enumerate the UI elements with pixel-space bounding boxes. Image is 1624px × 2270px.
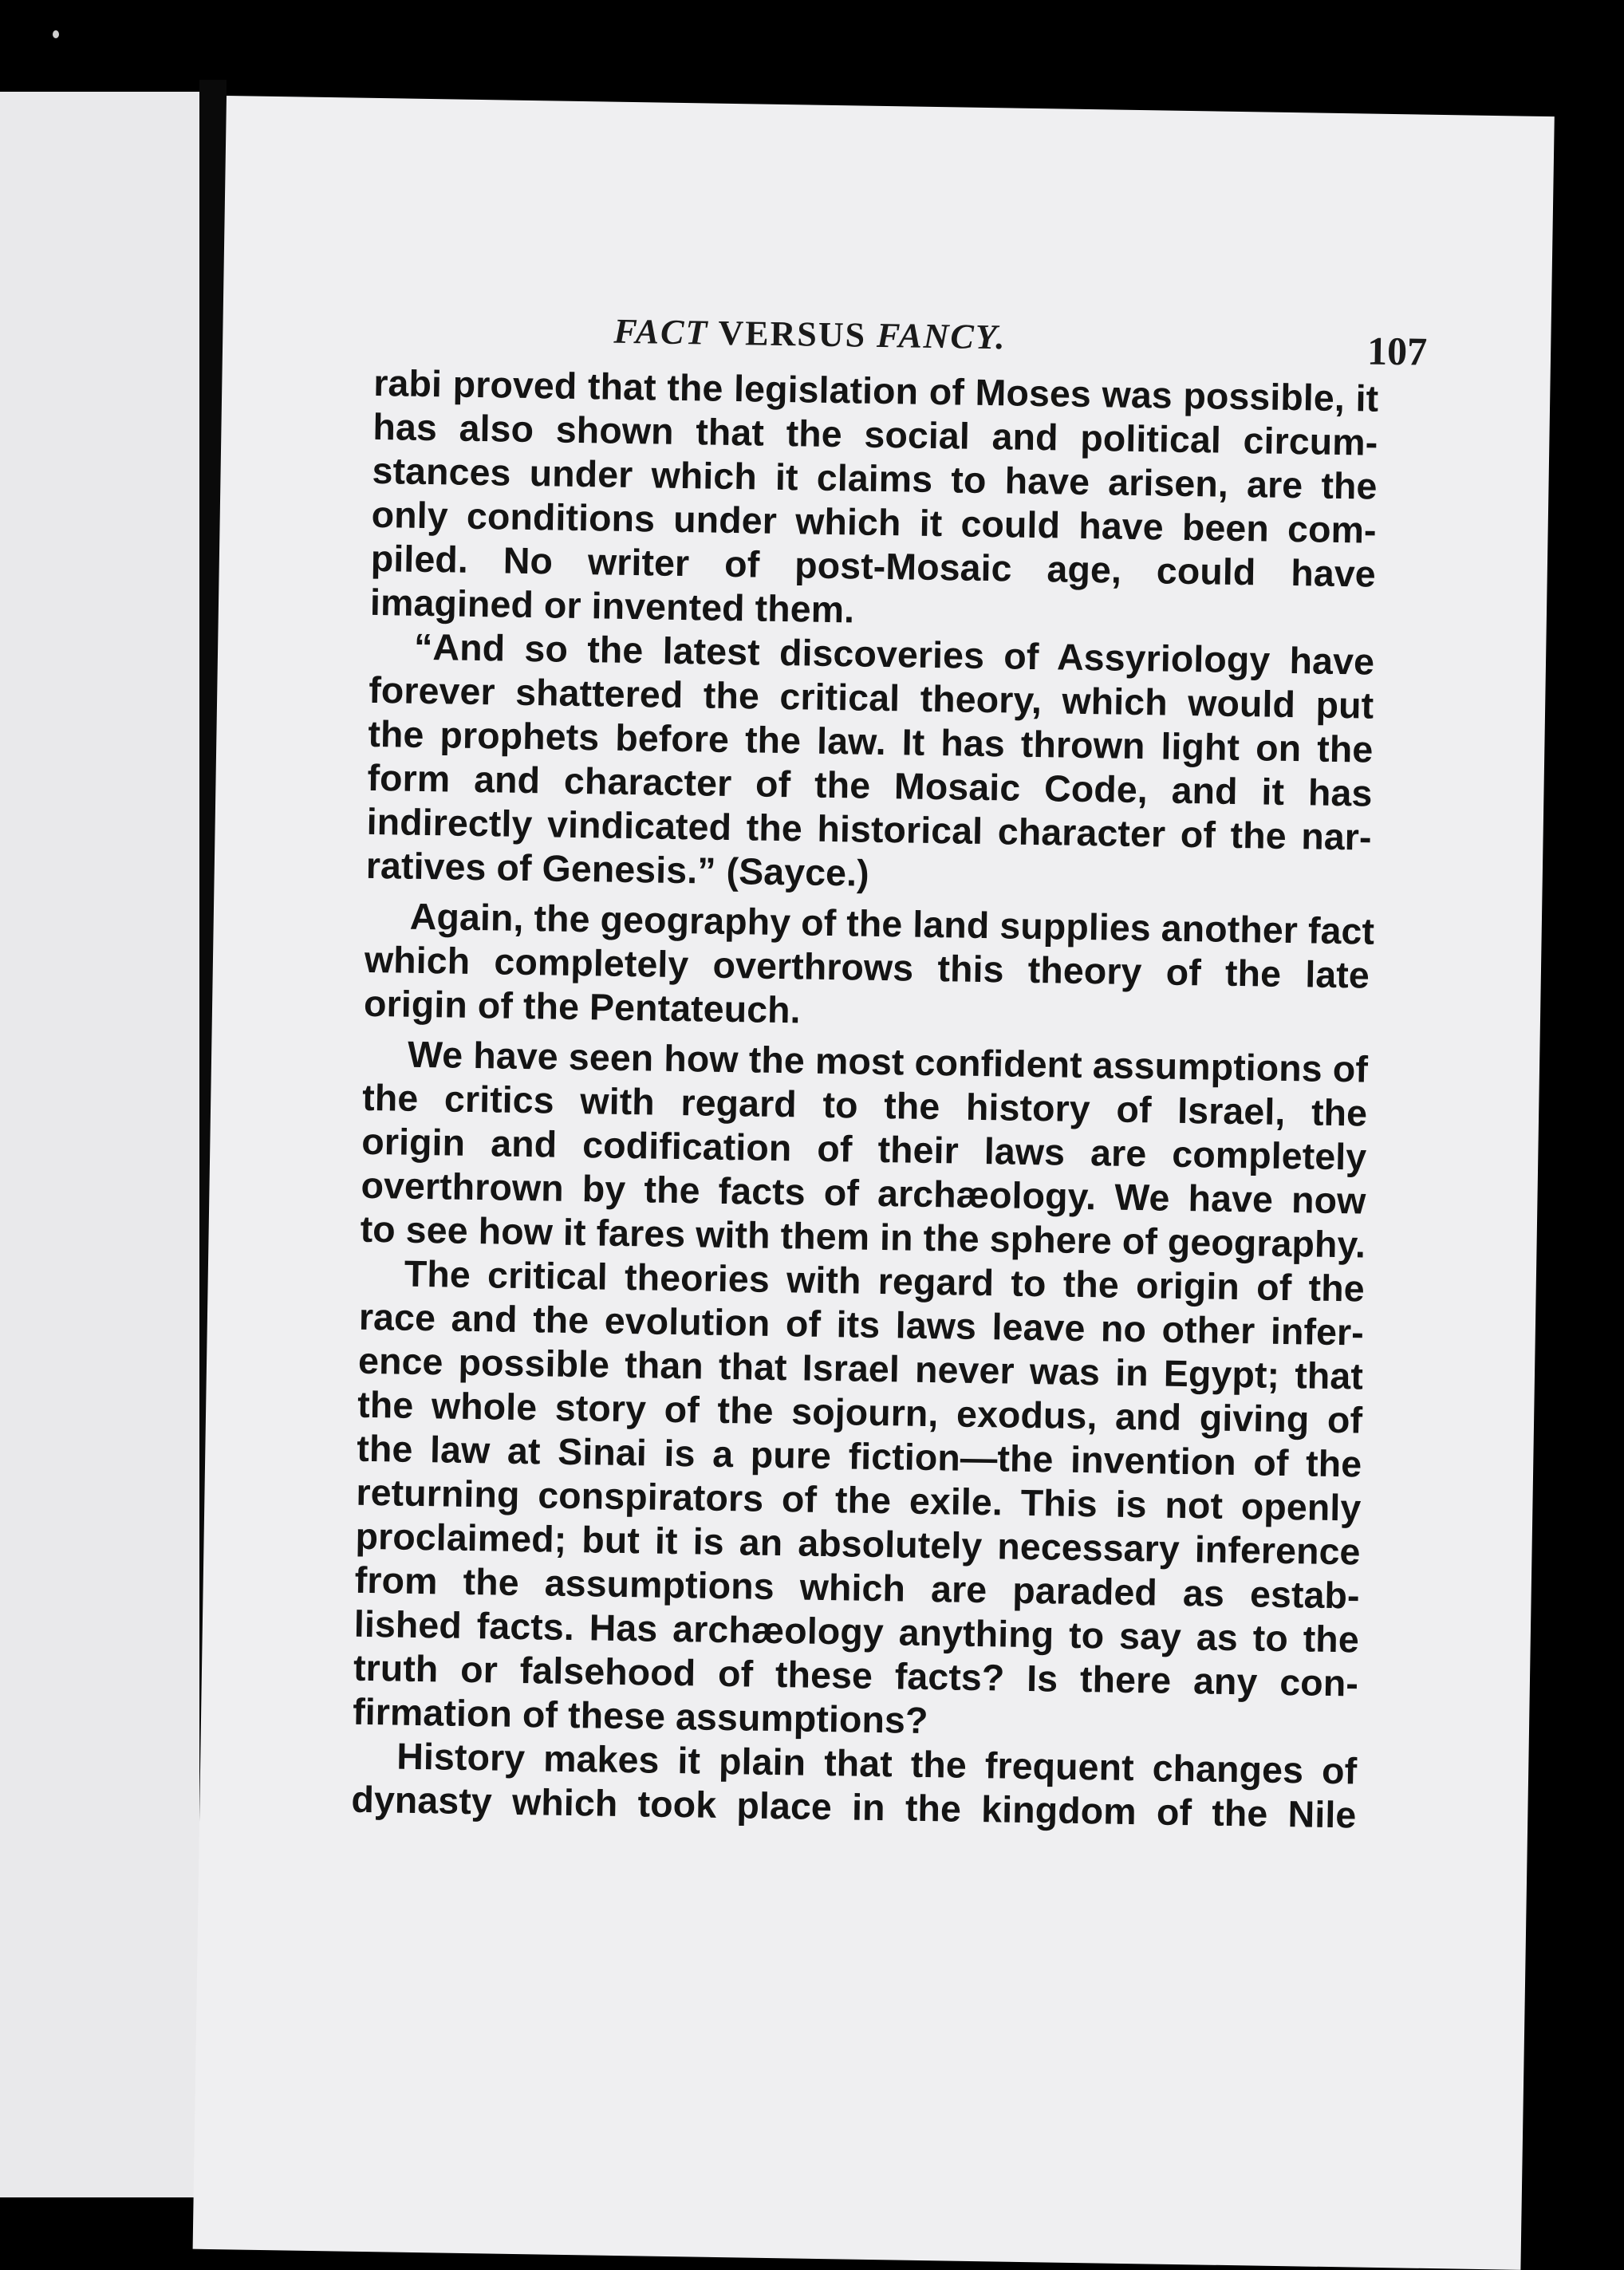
facing-page-edge	[0, 92, 199, 2197]
text-line: “And so the latest discoveries of Assyriology have	[413, 625, 1375, 683]
text-line: the whole story of the sojourn, exodus, and giving of	[357, 1383, 1363, 1441]
text-line: firmation of these assumptions?	[352, 1690, 928, 1742]
text-line: to see how it fares with them in the sphere of geography.	[360, 1208, 1366, 1266]
text-line: origin of the Pentateuch.	[363, 982, 802, 1031]
text-line: The critical theories with regard to the origin of the	[404, 1252, 1366, 1310]
paragraph	[353, 1251, 1365, 1750]
book-page	[193, 96, 1555, 2270]
text-line: stances under which it claims to have arisen, are the	[372, 449, 1378, 507]
paragraph	[370, 361, 1379, 640]
text-line: indirectly vindicated the historical character of the nar-	[366, 800, 1372, 858]
paragraph	[363, 894, 1375, 1042]
text-line: imagined or invented them.	[369, 581, 855, 631]
text-line: from the assumptions which are paraded as estab-	[354, 1559, 1361, 1617]
text-line: race and the evolution of its laws leave no other infer-	[358, 1295, 1365, 1354]
running-head-word-versus: VERSUS	[718, 313, 867, 355]
scan-speck	[53, 30, 59, 38]
paragraph	[360, 1032, 1368, 1267]
text-line: returning conspirators of the exile. This is not openly	[356, 1471, 1362, 1529]
text-line: origin and codification of their laws are completely	[361, 1120, 1367, 1178]
running-head-word-fancy: FANCY.	[876, 315, 1007, 357]
text-line: rabi proved that the legislation of Moses was possible, it	[372, 361, 1379, 420]
text-line: ratives of Genesis.” (Sayce.)	[365, 844, 870, 894]
text-line: the prophets before the law. It has thrown light on the	[368, 712, 1374, 770]
text-line: the law at Sinai is a pure fiction—the invention of the	[356, 1427, 1362, 1485]
text-line: which completely overthrows this theory of the late	[364, 938, 1370, 996]
text-line: forever shattered the critical theory, which would put	[368, 668, 1374, 727]
text-line: overthrown by the facts of archæology. We have now	[361, 1164, 1366, 1222]
text-line: Again, the geography of the land supplies another fact	[409, 895, 1375, 952]
text-line: History makes it plain that the frequent changes of	[396, 1735, 1358, 1792]
text-line: only conditions under which it could have been com-	[371, 493, 1378, 551]
page-number: 107	[1366, 328, 1428, 374]
text-line: We have seen how the most confident assumptions of	[407, 1033, 1369, 1090]
body-text	[351, 361, 1379, 1838]
text-line: dynasty which took place in the kingdom of the Nile	[351, 1778, 1357, 1836]
text-line: truth or falsehood of these facts? Is there any con-	[353, 1646, 1359, 1704]
text-line: proclaimed; but it is an absolutely necessary inference	[355, 1515, 1361, 1573]
text-line: piled. No writer of post-Mosaic age, could have	[370, 537, 1377, 595]
running-head-word-fact: FACT	[613, 311, 709, 353]
paragraph	[351, 1734, 1358, 1838]
text-line: the critics with regard to the history of Israel, the	[361, 1076, 1368, 1134]
text-line: form and character of the Mosaic Code, and it has	[367, 756, 1373, 814]
running-head	[613, 311, 1007, 358]
paragraph	[365, 625, 1374, 904]
text-line: lished facts. Has archæology anything to say as to the	[353, 1602, 1360, 1661]
text-line: ence possible than that Israel never was in Egypt; that	[357, 1339, 1364, 1397]
text-line: has also shown that the social and political circum-	[372, 405, 1378, 463]
